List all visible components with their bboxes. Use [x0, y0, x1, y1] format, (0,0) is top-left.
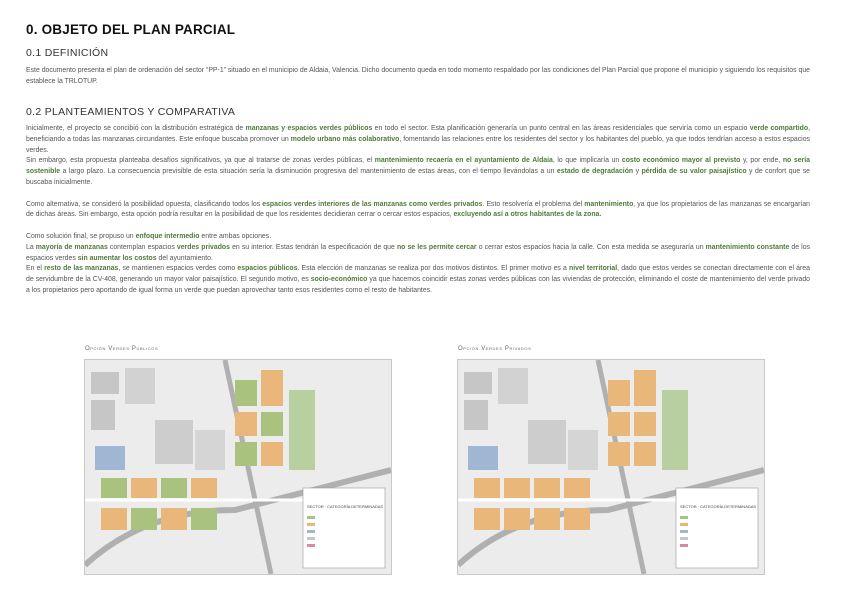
highlighted-text: mantenimiento constante	[705, 243, 790, 251]
text-run: , lo que implicaría un	[552, 157, 622, 165]
text-run: Como solución final, se propuso un	[26, 232, 136, 240]
text-run: contemplan espacios	[107, 243, 177, 251]
text-run: Como alternativa, se consideró la posibilidad opuesta, clasificando todos los	[26, 200, 263, 208]
highlighted-text: espacios verdes interiores de las manzanas como verdes privados	[262, 200, 483, 208]
urban-plan-drawing	[458, 360, 764, 574]
text-run: , dado que estos verdes se conectan directamente con el área de servidumbre de la CV-408, generando un mayor valor paisajístico. El segundo motivo, es	[26, 265, 810, 284]
urban-plan-drawing	[85, 360, 391, 574]
approach-paragraph	[26, 124, 810, 156]
approach-paragraph	[26, 156, 810, 188]
highlighted-text: resto de las manzanas	[44, 265, 119, 273]
highlighted-text: socio-económico	[310, 276, 368, 284]
highlighted-text: nivel territorial	[569, 265, 618, 273]
text-run: en todo el sector. Esta planificación generaría un punto central en las áreas residenciales que serviría como un espacio	[372, 125, 750, 132]
highlighted-text: estado de degradación	[556, 168, 634, 176]
figure-caption-private: Opción Verdes Privados	[458, 346, 532, 352]
approach-paragraph	[26, 232, 810, 243]
text-run: Sin embargo, esta propuesta planteaba desafíos significativos, ya que al tratarse de zonas verdes públicas, el	[26, 157, 375, 165]
highlighted-text: mantenimiento recaería en el ayuntamiento de Aldaia	[374, 157, 553, 165]
highlighted-text: verde compartido	[749, 125, 809, 132]
text-run: . Esta elección de manzanas se realiza por dos motivos distintos. El primer motivo es a	[297, 265, 570, 273]
text-run: La	[26, 243, 36, 251]
text-run: Inicialmente, el proyecto se concibió con la distribución estratégica de	[26, 125, 246, 132]
figure-caption-public: Opción Verdes Públicos	[85, 346, 159, 352]
highlighted-text: excluyendo así a otros habitantes de la zona.	[453, 211, 602, 219]
text-run: y	[633, 168, 642, 176]
text-run: , ya que los propietarios de las manzanas se encargarían de dichas áreas. Sin embargo, esta opción podría resultar en la posibilidad de que los residentes decidieran cerrar o cercar estos espacios,	[26, 200, 811, 219]
highlighted-text: no se les permite cercar	[396, 243, 477, 251]
text-run: , beneficiando a todas las manzanas circundantes. Este enfoque buscaba promover un	[26, 125, 810, 143]
map-legend-title: SECTOR · CATEGORÍA DETERMINADAS	[307, 504, 384, 509]
approach-paragraph	[26, 200, 810, 222]
text-run: . Esto resolvería el problema del	[482, 200, 585, 208]
highlighted-text: mantenimiento	[584, 200, 634, 208]
text-run: entre ambas opciones.	[199, 232, 272, 240]
text-run: , fomentando las relaciones entre los residentes del sector y los habitantes del pueblo, ya que todos tendrían acceso a estos espacios verdes.	[26, 135, 810, 154]
text-run: de los espacios verdes	[26, 243, 810, 262]
highlighted-text: pérdida de su valor paisajístico	[641, 168, 747, 176]
map-public-greens	[84, 359, 392, 575]
text-run: a largo plazo. La consecuencia previsible de esta situación sería la disminución progresiva del mantenimiento de estas áreas, con el tiempo llevándolas a un	[60, 168, 557, 176]
highlighted-text: enfoque intermedio	[135, 232, 200, 240]
map-private-greens	[457, 359, 765, 575]
section-heading-approach: 0.2 PLANTEAMIENTOS Y COMPARATIVA	[26, 106, 236, 118]
approach-paragraph	[26, 264, 810, 296]
highlighted-text: verdes privados	[176, 243, 230, 251]
text-run: En el	[26, 265, 45, 273]
definition-paragraph: Este documento presenta el plan de ordenación del sector “PP-1” situado en el municipio de Aldaia, Valencia. Dicho documento queda en todo momento respaldado por las condiciones del Plan Parcial que propone el municipio y siguiendo los requisitos que establece la TRLOTUP.	[26, 67, 810, 85]
highlighted-text: sin aumentar los costos	[77, 254, 157, 262]
page-title: 0. OBJETO DEL PLAN PARCIAL	[26, 22, 236, 37]
text-run: en su interior. Estas tendrán la especificación de que	[229, 243, 397, 251]
text-run: ya que hacemos coincidir estas zonas verdes públicas con las viviendas de protección, eliminando el coste de mantenimiento del verde privado a los propietarios pero aportando de igual forma un verde que puedan aprovechar tanto esos residentes como el resto de habitantes.	[26, 276, 810, 294]
section-heading-definition: 0.1 DEFINICIÓN	[26, 47, 109, 59]
highlighted-text: espacios públicos	[237, 265, 298, 273]
highlighted-text: modelo urbano más colaborativo	[290, 135, 400, 143]
highlighted-text: no sería sostenible	[26, 157, 810, 176]
text-run: y de confort que se buscaba inicialmente.	[26, 168, 810, 186]
text-run: y, por ende,	[740, 157, 783, 165]
text-run: del ayuntamiento.	[156, 254, 213, 262]
highlighted-text: manzanas y espacios verdes públicos	[245, 125, 373, 132]
highlighted-text: mayoría de manzanas	[35, 243, 108, 251]
approach-paragraph	[26, 243, 810, 265]
highlighted-text: costo económico mayor al previsto	[621, 157, 741, 165]
text-run: o cerrar estos espacios hacia la calle. Con esta medida se aseguraría un	[476, 243, 706, 251]
text-run: , se mantienen espacios verdes como	[118, 265, 238, 273]
approach-text-block	[26, 124, 810, 297]
map-legend-title: SECTOR · CATEGORÍA DETERMINADAS	[680, 504, 757, 509]
